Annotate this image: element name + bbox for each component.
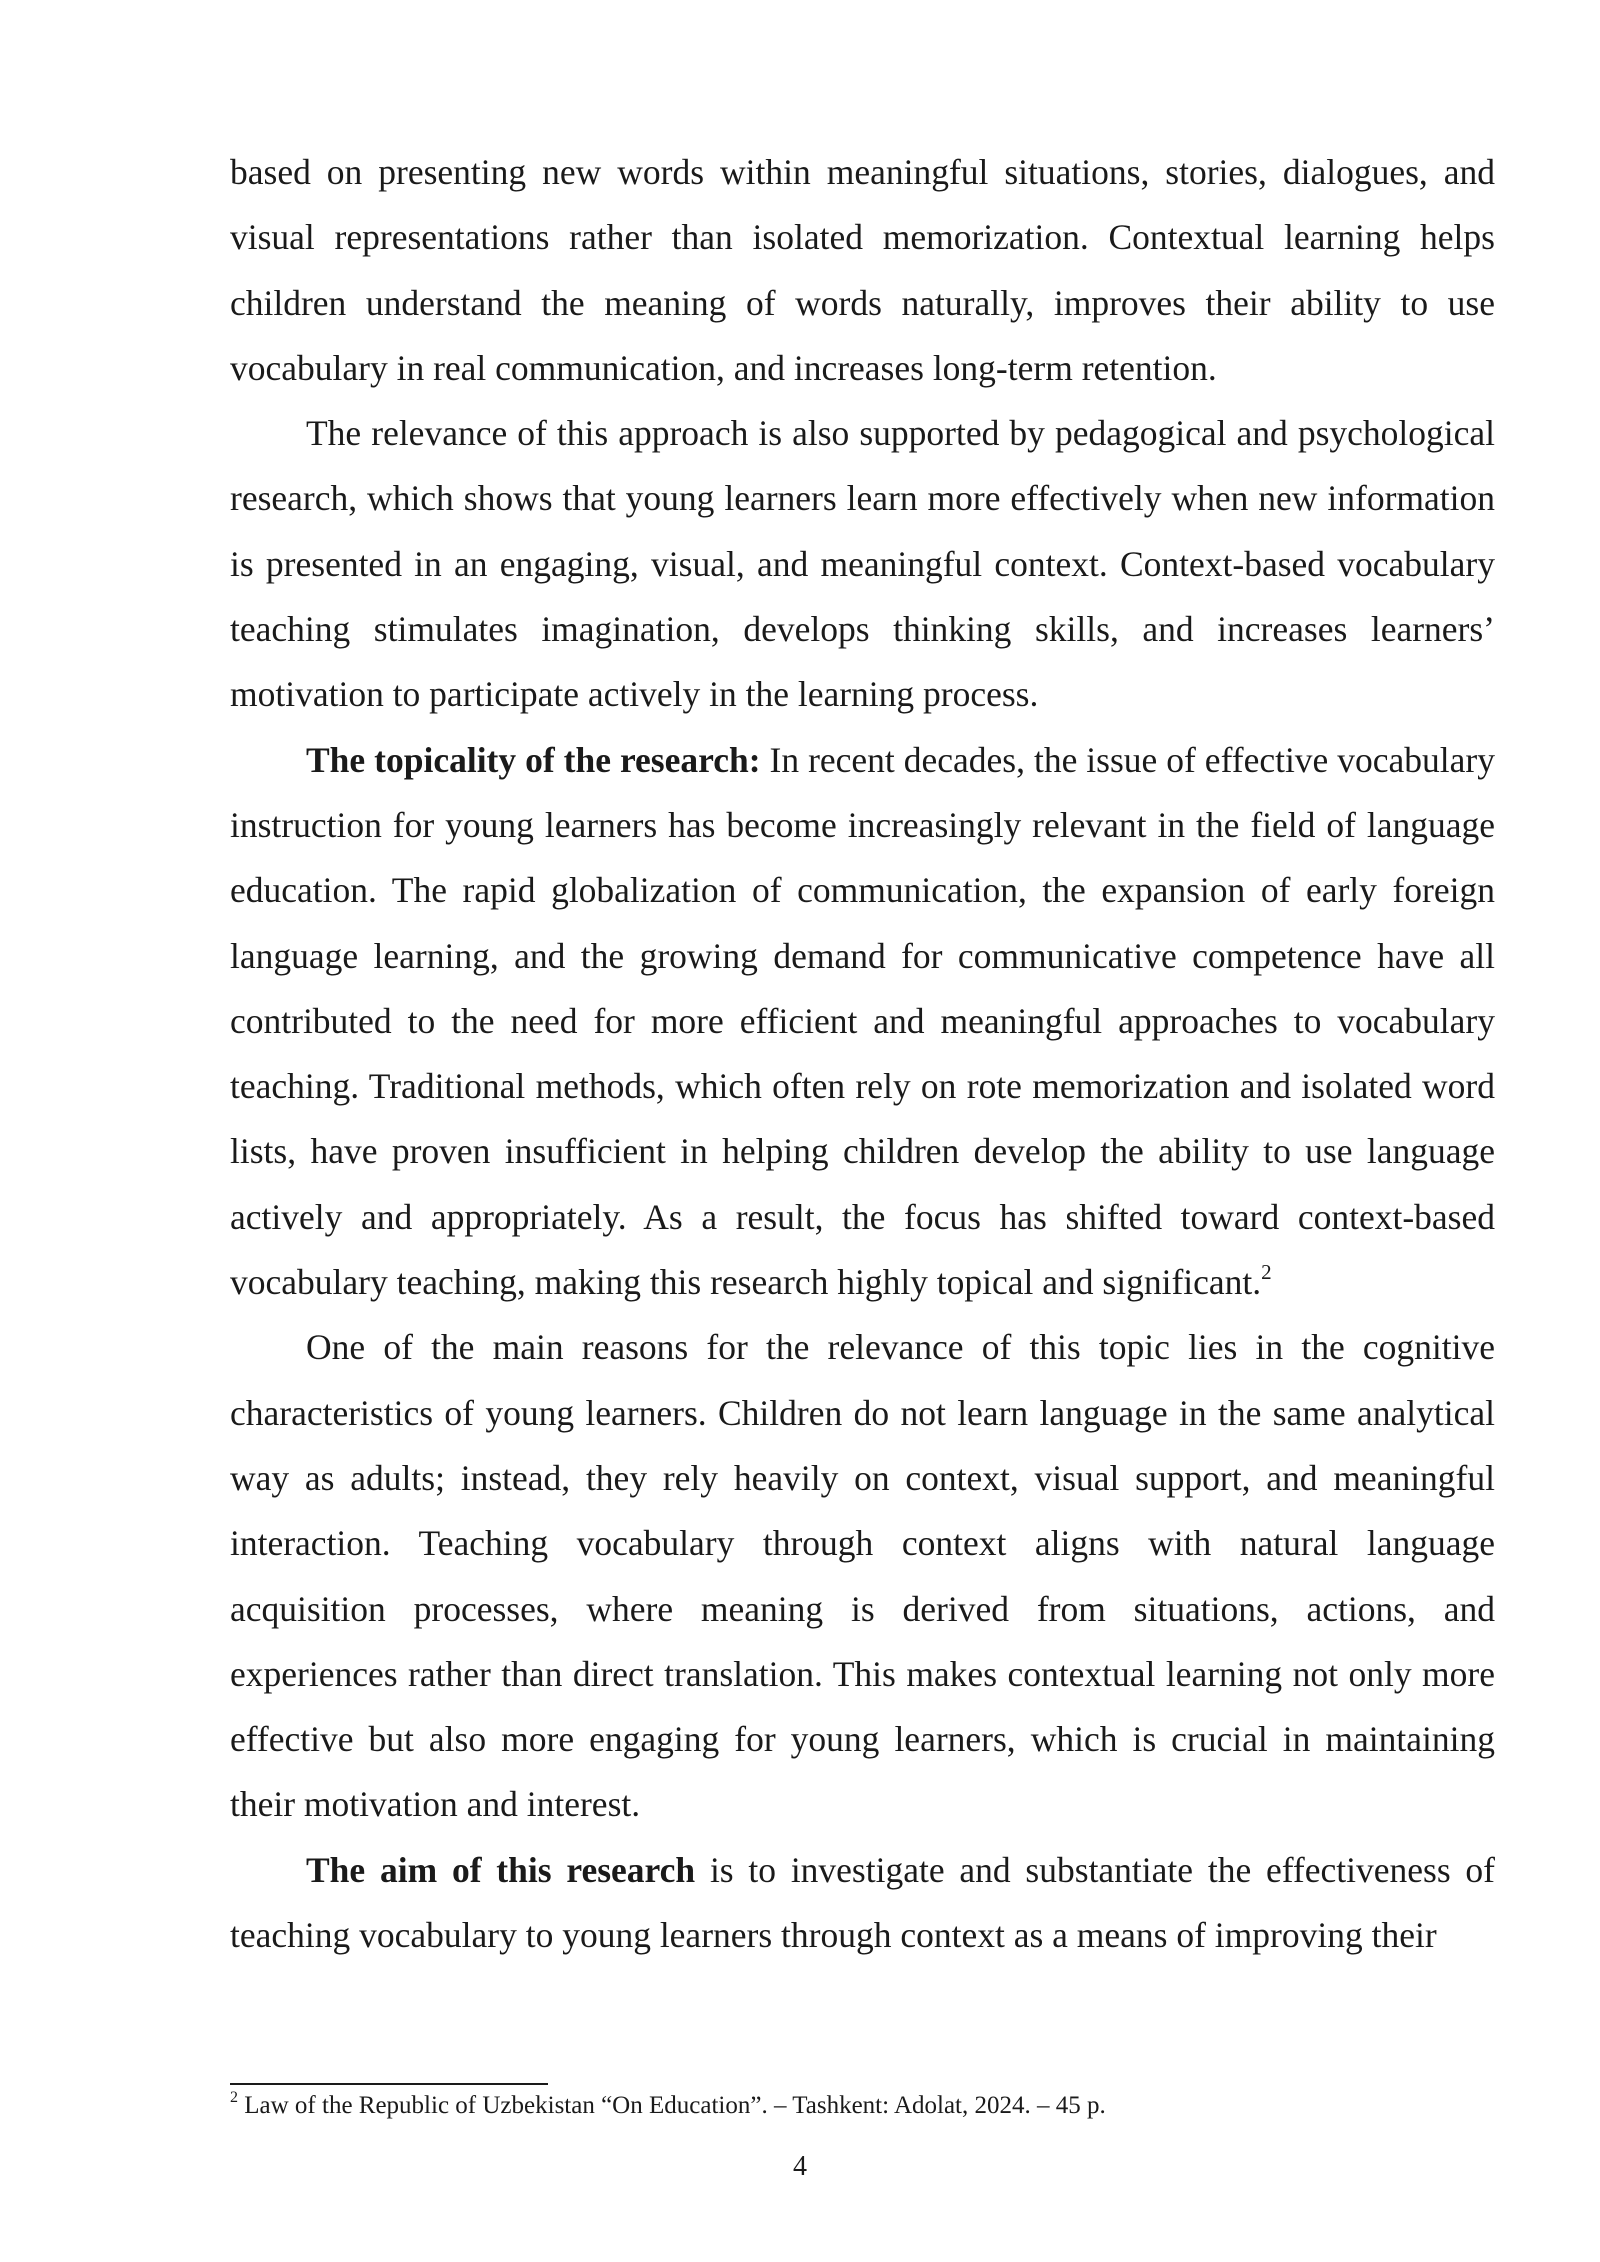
footnote-reference[interactable]: 2 — [1261, 1260, 1272, 1285]
footnote-text: Law of the Republic of Uzbekistan “On Education”. – Tashkent: Adolat, 2024. – 45 p. — [238, 2092, 1106, 2119]
footnote-separator — [230, 2083, 548, 2085]
page-number: 4 — [793, 2151, 807, 2182]
paragraph-text: In recent decades, the issue of effective vocabulary instruction for young learners has become increasingly relevant in the field of language education. The rapid globalization of communication, the expansion of early foreign language learning, and the growing demand for communicative competence have all contributed to the need for more efficient and meaningful approaches to vocabulary teaching. Traditional methods, which often rely on rote memorization and isolated word lists, have proven insufficient in helping children develop the ability to use language actively and appropriately. As a result, the focus has shifted toward context-based vocabulary teaching, making this research highly topical and significant. — [230, 739, 1495, 1303]
paragraph-text: The relevance of this approach is also supported by pedagogical and psychological research, which shows that young learners learn more effectively when new information is presented in an engaging, visual, and meaningful context. Context-based vocabulary teaching stimulates imagination, develops thinking skills, and increases learners’ motivation to participate actively in the learning process. — [230, 413, 1495, 715]
paragraph-topicality — [230, 728, 1495, 1316]
paragraph-lead-heading: The aim of this research — [306, 1849, 696, 1890]
paragraph-aim — [230, 1838, 1495, 1969]
paragraph-lead-heading: The topicality of the research: — [306, 739, 761, 780]
paragraph-relevance — [230, 401, 1495, 727]
footnote-marker: 2 — [230, 2089, 238, 2106]
footnote — [230, 2086, 1495, 2126]
paragraph-text: One of the main reasons for the relevance of this topic lies in the cognitive characteristics of young learners. Children do not learn language in the same analytical way as adults; instead, they rely heavily on context, visual support, and meaningful interaction. Teaching vocabulary through context aligns with natural language acquisition processes, where meaning is derived from situations, actions, and experiences rather than direct translation. This makes contextual learning not only more effective but also more engaging for young learners, which is crucial in maintaining their motivation and interest. — [230, 1327, 1495, 1825]
paragraph-text: is to investigate and substantiate the effectiveness of teaching vocabulary to young learners through context as a means of improving their — [230, 1849, 1495, 1956]
paragraph-cognitive-reasons — [230, 1315, 1495, 1837]
body-text — [230, 140, 1495, 1968]
paragraph-text: based on presenting new words within meaningful situations, stories, dialogues, and visual representations rather than isolated memorization. Contextual learning helps children understand the meaning of words naturally, improves their ability to use vocabulary in real communication, and increases long-term retention. — [230, 152, 1495, 388]
paragraph-continuation — [230, 140, 1495, 401]
